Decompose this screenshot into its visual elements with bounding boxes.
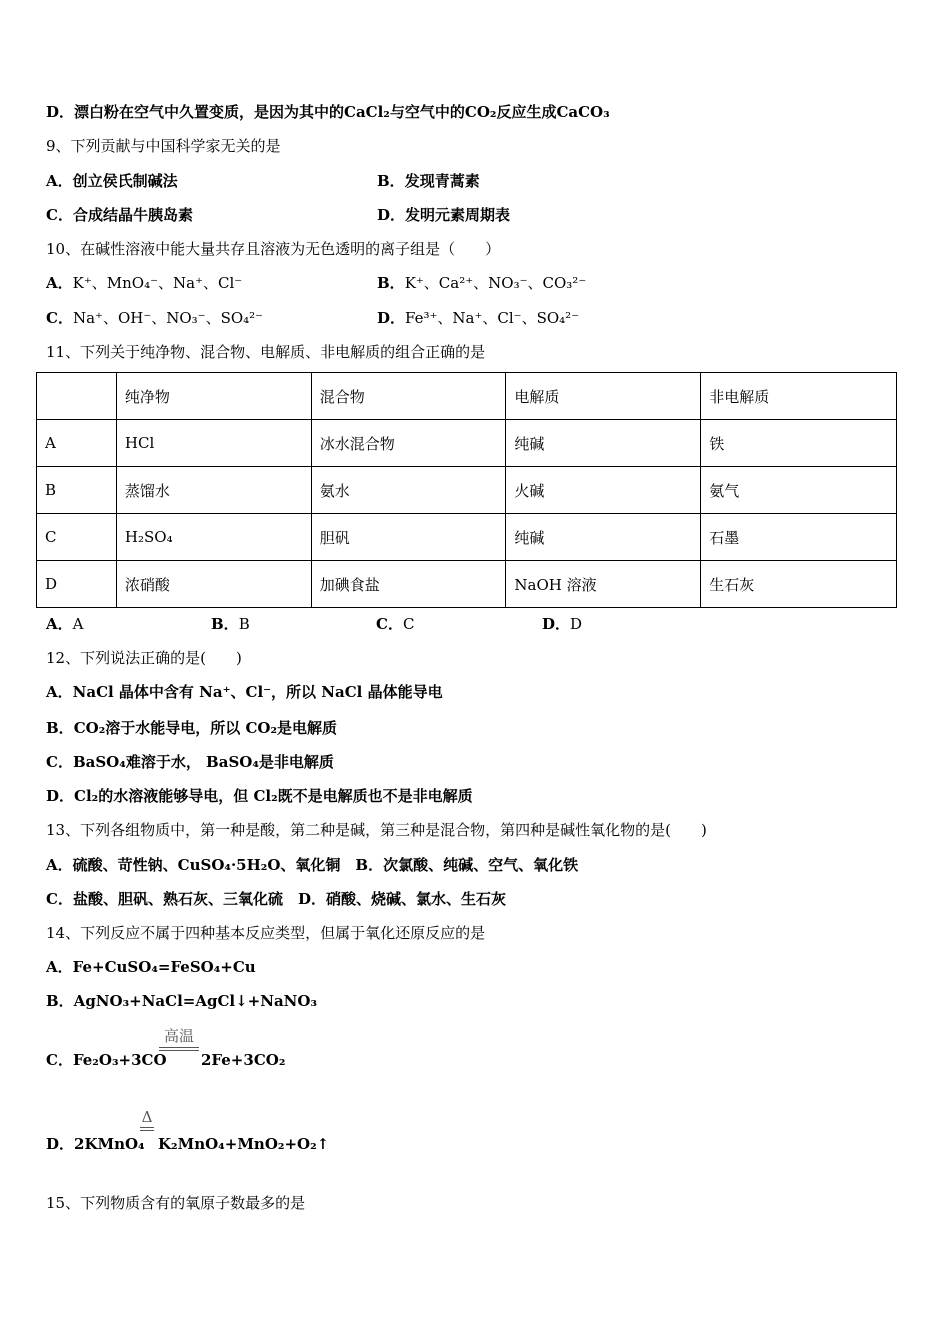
q14-option-a: A．Fe+CuSO₄=FeSO₄+Cu — [46, 958, 256, 976]
q12-option-d: D．Cl₂的水溶液能够导电，但 Cl₂既不是电解质也不是非电解质 — [46, 787, 473, 805]
q12-stem: 12、下列说法正确的是( ) — [46, 649, 242, 667]
q8-option-d: D．漂白粉在空气中久置变质，是因为其中的CaCl₂与空气中的CO₂反应生成CaCO₃ — [46, 103, 610, 121]
table-cell — [37, 373, 117, 420]
q14-option-d-right: K₂MnO₄+MnO₂+O₂↑ — [158, 1135, 330, 1153]
table-cell: 氨气 — [701, 467, 897, 514]
table-cell: 纯碱 — [506, 420, 701, 467]
table-cell: 胆矾 — [311, 514, 506, 561]
table-cell: 浓硝酸 — [116, 561, 311, 608]
table-cell: 加碘食盐 — [311, 561, 506, 608]
table-cell: C — [37, 514, 117, 561]
q10-option-a: A．K⁺、MnO₄⁻、Na⁺、Cl⁻ — [46, 274, 243, 292]
q11-option-a: A．A — [46, 615, 84, 633]
table-cell: 氨水 — [311, 467, 506, 514]
table-cell: D — [37, 561, 117, 608]
q9-option-b: B．发现青蒿素 — [377, 172, 480, 190]
q11-option-d: D．D — [542, 615, 583, 633]
q11-option-b: B．B — [211, 615, 250, 633]
q15-stem: 15、下列物质含有的氧原子数最多的是 — [46, 1194, 306, 1212]
table-cell: 纯碱 — [506, 514, 701, 561]
table-cell: NaOH 溶液 — [506, 561, 701, 608]
q12-option-a: A．NaCl 晶体中含有 Na⁺、Cl⁻，所以 NaCl 晶体能导电 — [46, 683, 443, 701]
table-cell: HCl — [116, 420, 311, 467]
q11-stem: 11、下列关于纯净物、混合物、电解质、非电解质的组合正确的是 — [46, 343, 486, 361]
table-cell: B — [37, 467, 117, 514]
q13-options-cd: C．盐酸、胆矾、熟石灰、三氧化硫 D．硝酸、烧碱、氯水、生石灰 — [46, 890, 506, 908]
q13-options-ab: A．硫酸、苛性钠、CuSO₄·5H₂O、氧化铜 B．次氯酸、纯碱、空气、氧化铁 — [46, 856, 579, 874]
q14-option-c-right: 2Fe+3CO₂ — [201, 1051, 286, 1069]
table-cell: 非电解质 — [701, 373, 897, 420]
table-cell: 火碱 — [506, 467, 701, 514]
q11-table — [36, 372, 897, 608]
q9-option-c: C．合成结晶牛胰岛素 — [46, 206, 193, 224]
q12-option-c: C．BaSO₄难溶于水， BaSO₄是非电解质 — [46, 753, 334, 771]
q9-stem: 9、下列贡献与中国科学家无关的是 — [46, 137, 281, 155]
q13-stem: 13、下列各组物质中，第一种是酸，第二种是碱，第三种是混合物，第四种是碱性氧化物的是( ) — [46, 821, 707, 839]
q10-stem: 10、在碱性溶液中能大量共存且溶液为无色透明的离子组是（ ） — [46, 240, 501, 258]
q14-option-c-condition: 高温 — [159, 1025, 199, 1051]
table-header-row — [37, 373, 897, 420]
table-row — [37, 467, 897, 514]
q12-option-b: B．CO₂溶于水能导电，所以 CO₂是电解质 — [46, 719, 338, 737]
table-row — [37, 561, 897, 608]
table-cell: 生石灰 — [701, 561, 897, 608]
table-cell: H₂SO₄ — [116, 514, 311, 561]
table-cell: 铁 — [701, 420, 897, 467]
table-cell: 冰水混合物 — [311, 420, 506, 467]
q9-option-a: A．创立侯氏制碱法 — [46, 172, 178, 190]
q14-option-b: B．AgNO₃+NaCl=AgCl↓+NaNO₃ — [46, 992, 318, 1010]
q10-option-d: D．Fe³⁺、Na⁺、Cl⁻、SO₄²⁻ — [377, 309, 580, 327]
table-row — [37, 514, 897, 561]
table-cell: 蒸馏水 — [116, 467, 311, 514]
q10-option-c: C．Na⁺、OH⁻、NO₃⁻、SO₄²⁻ — [46, 309, 264, 327]
table-cell: 混合物 — [311, 373, 506, 420]
table-cell: A — [37, 420, 117, 467]
q11-option-c: C．C — [376, 615, 415, 633]
q14-option-d-left: D．2KMnO₄ — [46, 1135, 145, 1153]
q10-option-b: B．K⁺、Ca²⁺、NO₃⁻、CO₃²⁻ — [377, 274, 587, 292]
table-cell: 纯净物 — [116, 373, 311, 420]
q9-option-d: D．发明元素周期表 — [377, 206, 511, 224]
table-cell: 电解质 — [506, 373, 701, 420]
q14-stem: 14、下列反应不属于四种基本反应类型，但属于氧化还原反应的是 — [46, 924, 486, 942]
table-cell: 石墨 — [701, 514, 897, 561]
q14-option-c-left: C．Fe₂O₃+3CO — [46, 1051, 167, 1069]
q14-option-d-condition: Δ — [140, 1108, 154, 1131]
table-row — [37, 420, 897, 467]
